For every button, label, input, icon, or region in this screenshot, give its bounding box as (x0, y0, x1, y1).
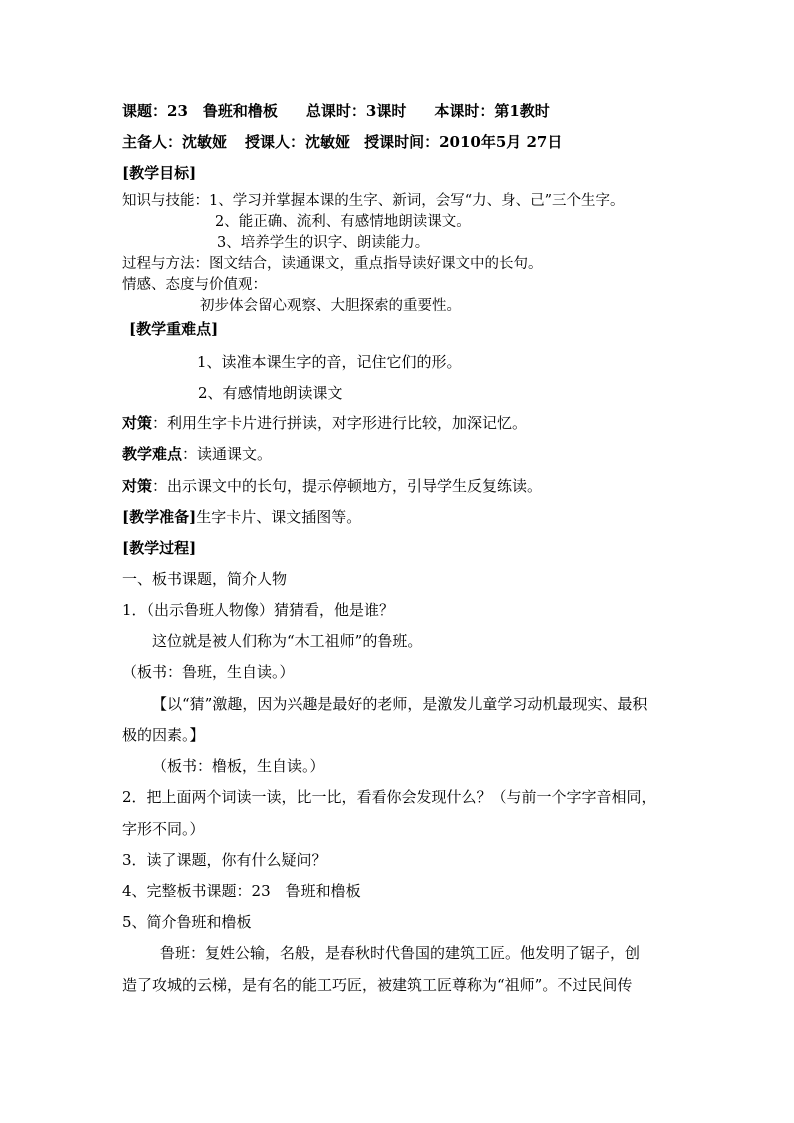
process-board-2: （板书：橹板，生自读。） (152, 757, 325, 775)
process-intro-line-2: 造了攻城的云梯，是有名的能工巧匠，被建筑工匠尊称为“祖师”。不过民间传 (122, 976, 633, 994)
preparer-label: 主备人： (122, 133, 183, 151)
strategy-1 (122, 413, 527, 433)
key-point-1: 1、读准本课生字的音，记住它们的形。 (197, 353, 462, 371)
strategy-1-text: ：利用生字卡片进行拼读，对字形进行比较，加深记忆。 (152, 414, 528, 432)
process-step-1-answer: 这位就是被人们称为“木工祖师”的鲁班。 (152, 632, 423, 650)
lesson-title: 23 鲁班和橹板 (167, 102, 278, 120)
process-section-1: 一、板书课题，简介人物 (122, 570, 288, 588)
process-step-5: 5、简介鲁班和橹板 (122, 913, 252, 931)
process-note-line-1: 【以“猜”激趣，因为兴趣是最好的老师，是激发儿童学习动机最现实、最积 (152, 695, 648, 713)
process-step-2-line-2: 字形不同。） (122, 820, 205, 838)
objective-knowledge-3: 3、培养学生的识字、朗读能力。 (217, 235, 430, 251)
strategy-2-text: ：出示课文中的长句，提示停顿地方，引导学生反复练读。 (152, 477, 543, 495)
difficulty (122, 444, 272, 464)
preparation-text: 生字卡片、课文插图等。 (196, 508, 362, 526)
difficulty-text: ：读通课文。 (182, 445, 273, 463)
total-hours-value: 3课时 (365, 102, 407, 120)
lesson-header-line (122, 101, 550, 121)
key-point-2: 2、有感情地朗读课文 (198, 384, 343, 402)
strategy-1-label: 对策 (122, 414, 153, 432)
preparation (122, 507, 361, 527)
strategy-2-label: 对策 (122, 477, 153, 495)
this-hour-value: 第1教时 (494, 102, 550, 120)
strategy-2 (122, 476, 542, 496)
objective-emotion-text: 初步体会留心观察、大胆探索的重要性。 (200, 298, 461, 314)
time-value: 2010年5月 27日 (439, 133, 563, 151)
process-intro-line-1: 鲁班：复姓公输，名般，是春秋时代鲁国的建筑工匠。他发明了锯子，创 (160, 944, 641, 962)
process-note-line-2: 极的因素。】 (122, 726, 205, 744)
objective-process: 过程与方法：图文结合，读通课文，重点指导读好课文中的长句。 (122, 256, 543, 272)
lesson-label: 课题： (122, 102, 168, 120)
this-hour-label: 本课时： (434, 102, 495, 120)
key-points-heading: [教学重难点] (129, 320, 219, 338)
process-board-1: （板书：鲁班，生自读。） (122, 663, 295, 681)
time-label: 授课时间： (364, 133, 440, 151)
preparer-value: 沈敏娅 (182, 133, 228, 151)
total-hours-label: 总课时： (305, 102, 366, 120)
process-step-1: 1．（出示鲁班人物像）猜猜看，他是谁？ (122, 601, 395, 619)
teacher-header-line (122, 132, 562, 152)
process-step-2-line-1: 2．把上面两个词读一读，比一比，看看你会发现什么？（与前一个字字音相同， (122, 788, 657, 806)
process-step-3: 3．读了课题，你有什么疑问？ (122, 851, 327, 869)
objectives-heading: [教学目标] (122, 164, 197, 182)
objective-knowledge-1: 知识与技能：1、学习并掌握本课的生字、新词，会写“力、身、己”三个生字。 (122, 193, 625, 209)
preparation-heading: [教学准备] (122, 508, 197, 526)
objective-knowledge-2: 2、能正确、流利、有感情地朗读课文。 (215, 214, 471, 230)
process-step-4: 4、完整板书课题：23 鲁班和橹板 (122, 882, 361, 900)
teacher-label: 授课人： (245, 133, 306, 151)
process-heading: [教学过程] (122, 539, 197, 557)
objective-emotion-label: 情感、态度与价值观： (122, 277, 267, 293)
teacher-value: 沈敏娅 (305, 133, 351, 151)
difficulty-label: 教学难点 (122, 445, 183, 463)
